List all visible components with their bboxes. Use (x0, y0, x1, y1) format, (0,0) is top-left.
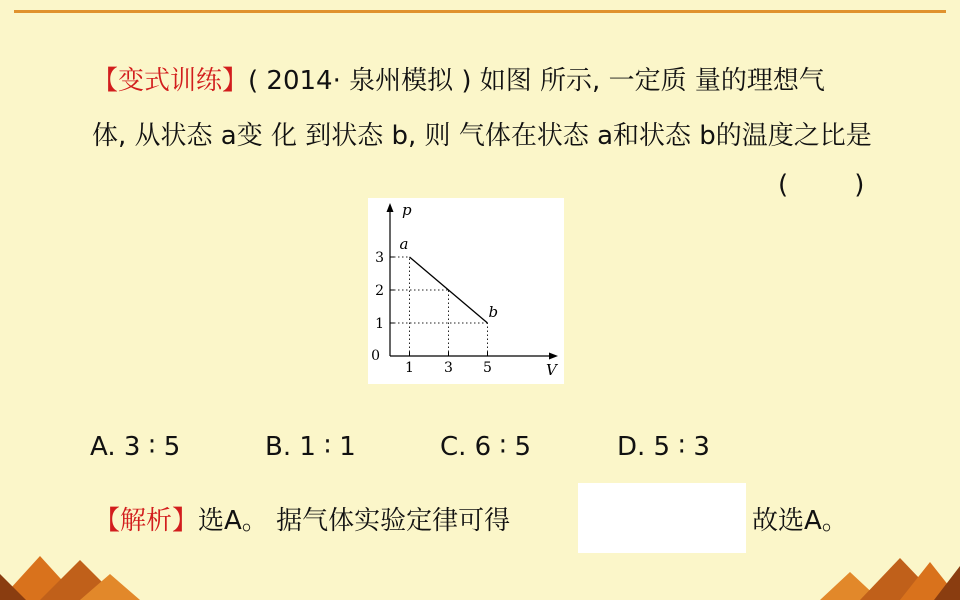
point-b-label: b (488, 303, 499, 321)
x-tick-label: 5 (483, 360, 492, 376)
y-tick-label: 1 (375, 316, 384, 332)
x-tick-label: 1 (405, 360, 414, 376)
solution-text: 选A。 据气体实验定律可得 (198, 506, 511, 536)
y-axis-label: p (402, 201, 412, 219)
solution-tag: 【解析】 (94, 506, 199, 536)
x-axis-label: V (546, 361, 557, 379)
y-tick-label: 2 (375, 283, 384, 299)
question-tag: 【变式训练】 (92, 66, 249, 96)
answer-parentheses: ( ) (778, 170, 865, 200)
option-c[interactable]: C. 6 ∶ 5 (440, 432, 532, 462)
question-line-2: 体, 从状态 a变 化 到状态 b, 则 气体在状态 a和状态 b的温度之比是 (92, 121, 872, 151)
option-d[interactable]: D. 5 ∶ 3 (617, 432, 710, 462)
point-a-label: a (399, 235, 409, 253)
solution-end: 故选A。 (752, 506, 848, 536)
y-tick-label: 3 (375, 250, 384, 266)
option-b[interactable]: B. 1 ∶ 1 (265, 432, 356, 462)
question-line-1-text: ( 2014· 泉州模拟 ) 如图 所示, 一定质 量的理想气 (248, 66, 825, 96)
option-a[interactable]: A. 3 ∶ 5 (90, 432, 181, 462)
x-tick-label: 3 (444, 360, 453, 376)
origin-label: 0 (371, 348, 380, 364)
